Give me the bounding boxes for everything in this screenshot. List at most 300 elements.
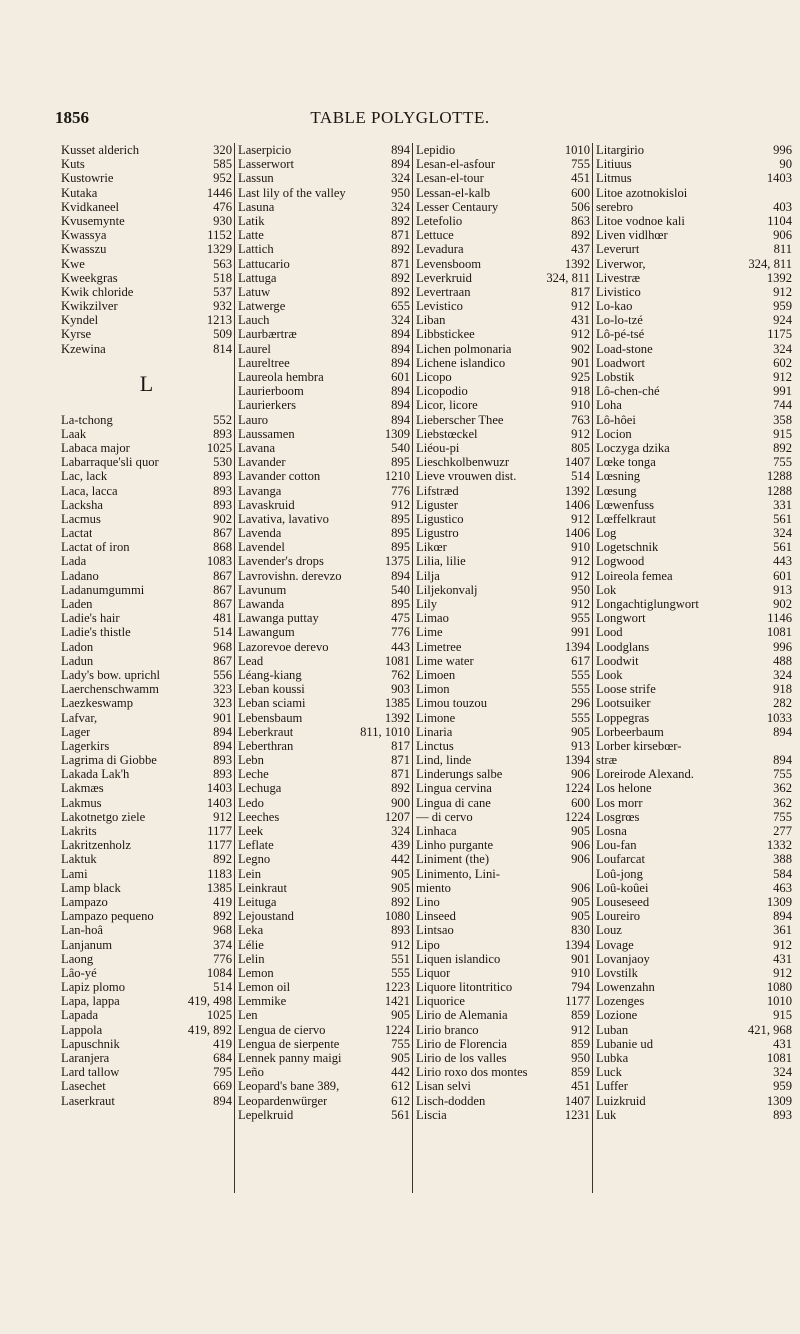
entry-page-ref: 905 [391, 1008, 410, 1023]
entry-term: Ladano [61, 568, 99, 583]
entry-term: Lapa, lappa [61, 994, 120, 1009]
index-entry [416, 469, 590, 483]
index-entry [61, 285, 232, 299]
index-entry [61, 696, 232, 710]
entry-term: Lamp black [61, 880, 121, 895]
entry-page-ref: 814 [213, 341, 232, 356]
index-entry [238, 299, 410, 313]
index-entry [596, 1079, 792, 1093]
index-entry [61, 455, 232, 469]
entry-term: Litargirio [596, 143, 645, 157]
entry-page-ref: 282 [773, 696, 792, 711]
index-entry [238, 753, 410, 767]
index-entry [61, 994, 232, 1008]
entry-page-ref: 1385 [384, 696, 410, 711]
index-entry [596, 1023, 792, 1037]
entry-term: Lechuga [238, 781, 282, 796]
entry-term: Lieschkolbenwuzr [416, 455, 510, 470]
index-entry [596, 725, 792, 739]
index-entry [61, 186, 232, 200]
entry-term: Lengua de sierpente [238, 1036, 340, 1051]
index-entry [596, 668, 792, 682]
entry-page-ref: 892 [391, 894, 410, 909]
entry-page-ref: 906 [571, 838, 590, 853]
entry-page-ref: 1403 [766, 171, 792, 186]
entry-page-ref: 892 [391, 270, 410, 285]
entry-page-ref: 561 [391, 1107, 410, 1122]
entry-page-ref: 419 [213, 1036, 232, 1051]
index-entry [238, 498, 410, 512]
entry-term: Libbstickee [416, 327, 475, 342]
entry-page-ref: 902 [213, 511, 232, 526]
entry-page-ref: 894 [773, 753, 792, 768]
entry-page-ref: 892 [391, 213, 410, 228]
index-entry [238, 441, 410, 455]
entry-page-ref: 324 [391, 313, 410, 328]
entry-term: Lasserwort [238, 157, 294, 172]
index-entry [596, 526, 792, 540]
entry-term: Lazorevoe derevo [238, 639, 329, 654]
entry-page-ref: 451 [571, 1079, 590, 1094]
entry-page-ref: 563 [213, 256, 232, 271]
entry-page-ref: 912 [773, 965, 792, 980]
entry-page-ref: 859 [571, 1065, 590, 1080]
entry-term: Lavunum [238, 582, 287, 597]
entry-term: Kuts [61, 157, 85, 172]
entry-page-ref: 1010 [564, 143, 590, 157]
entry-term: Lesan-el-asfour [416, 157, 496, 172]
entry-page-ref: 1177 [207, 824, 232, 839]
index-entry [596, 625, 792, 639]
index-entry [61, 342, 232, 356]
entry-page-ref: 900 [391, 795, 410, 810]
entry-page-ref: 601 [773, 568, 792, 583]
entry-term: Leverurt [596, 242, 640, 257]
entry-page-ref: 912 [571, 511, 590, 526]
index-entry [416, 1051, 590, 1065]
entry-page-ref: 442 [391, 852, 410, 867]
entry-term: Kyndel [61, 313, 99, 328]
entry-term: Levensboom [416, 256, 482, 271]
entry-page-ref: 419, 892 [187, 1022, 232, 1037]
entry-term: Laerchenschwamm [61, 682, 159, 697]
index-entry [238, 214, 410, 228]
index-entry [416, 1065, 590, 1079]
entry-term: Lattich [238, 242, 274, 257]
entry-page-ref: 488 [773, 653, 792, 668]
entry-term: Lapuschnik [61, 1036, 120, 1051]
entry-term: Lasuna [238, 199, 275, 214]
entry-term: Laktuk [61, 852, 97, 867]
index-entry [238, 682, 410, 696]
entry-page-ref: 551 [391, 951, 410, 966]
entry-term: Liquorice [416, 994, 465, 1009]
index-entry [238, 980, 410, 994]
entry-term: Last lily of the valley [238, 185, 346, 200]
entry-page-ref: 1407 [564, 455, 590, 470]
entry-page-ref: 906 [571, 767, 590, 782]
entry-page-ref: 431 [773, 951, 792, 966]
entry-term: Laranjera [61, 1051, 110, 1066]
index-entry [61, 327, 232, 341]
entry-page-ref: 540 [391, 440, 410, 455]
entry-term: Kustowrie [61, 171, 114, 186]
entry-page-ref: 1446 [206, 185, 232, 200]
index-entry [61, 427, 232, 441]
entry-term: Lac, lack [61, 469, 108, 484]
entry-term: Liban [416, 313, 446, 328]
entry-term: Lakrits [61, 824, 97, 839]
entry-page-ref: 892 [571, 228, 590, 243]
entry-page-ref: 324 [391, 171, 410, 186]
entry-term: Lan-hoâ [61, 923, 103, 938]
index-entry [596, 1108, 792, 1122]
entry-term: Lassun [238, 171, 274, 186]
entry-term: Leberthran [238, 738, 294, 753]
entry-term: Lavaskruid [238, 497, 295, 512]
entry-term: Kyrse [61, 327, 92, 342]
index-entry [238, 923, 410, 937]
index-entry [238, 1108, 410, 1122]
index-entry [238, 611, 410, 625]
entry-term: Lœsung [596, 483, 637, 498]
index-entry [416, 796, 590, 810]
entry-term: Kwe [61, 256, 85, 271]
entry-page-ref: 892 [391, 242, 410, 257]
entry-term: Lilja [416, 568, 440, 583]
entry-page-ref: 1403 [206, 781, 232, 796]
entry-page-ref: 918 [571, 384, 590, 399]
entry-page-ref: 915 [773, 1008, 792, 1023]
entry-page-ref: 561 [773, 540, 792, 555]
index-entry [416, 512, 590, 526]
index-entry [238, 313, 410, 327]
index-entry [596, 1065, 792, 1079]
entry-page-ref: 894 [391, 384, 410, 399]
entry-page-ref: 1223 [384, 980, 410, 995]
entry-term: Liebstœckel [416, 426, 478, 441]
index-entry [416, 909, 590, 923]
index-entry [416, 966, 590, 980]
entry-term: Lactat of iron [61, 540, 130, 555]
index-entry [596, 867, 792, 881]
entry-page-ref: 374 [213, 937, 232, 952]
entry-page-ref: 830 [571, 923, 590, 938]
entry-page-ref: 871 [391, 767, 410, 782]
index-entry [238, 966, 410, 980]
entry-page-ref: 1010 [766, 994, 792, 1009]
entry-page-ref: 893 [773, 1107, 792, 1122]
entry-page-ref: 867 [213, 597, 232, 612]
entry-page-ref: 913 [571, 738, 590, 753]
entry-term: Lawanda [238, 597, 285, 611]
entry-page-ref: 901 [571, 951, 590, 966]
entry-term: Lou-fan [596, 838, 637, 853]
entry-page-ref: 555 [571, 682, 590, 697]
index-entry [238, 824, 410, 838]
index-entry [238, 228, 410, 242]
index-entry [596, 569, 792, 583]
entry-page-ref: 894 [391, 143, 410, 157]
index-entry [61, 171, 232, 185]
entry-term: Leverkruid [416, 270, 472, 285]
entry-page-ref: 893 [213, 497, 232, 512]
entry-term: Leban koussi [238, 682, 305, 697]
entry-term: Lemon oil [238, 980, 291, 995]
index-entry [238, 554, 410, 568]
entry-page-ref: 863 [571, 213, 590, 228]
entry-term: Lasechet [61, 1079, 106, 1094]
entry-page-ref: 950 [571, 582, 590, 597]
index-entry [61, 554, 232, 568]
index-entry [596, 1094, 792, 1108]
entry-page-ref: 388 [773, 852, 792, 867]
index-entry [596, 923, 792, 937]
entry-page-ref: 1406 [564, 497, 590, 512]
index-entry [596, 838, 792, 852]
entry-term: Lattuga [238, 270, 277, 285]
entry-term: Lettuce [416, 228, 454, 243]
entry-page-ref: 892 [213, 909, 232, 924]
entry-page-ref: 1394 [564, 753, 590, 768]
entry-term: Lipo [416, 937, 440, 952]
page-header [55, 108, 745, 132]
entry-term: Lami [61, 866, 88, 881]
index-entry [416, 696, 590, 710]
index-entry [596, 881, 792, 895]
entry-term: Lejoustand [238, 909, 294, 924]
entry-term: Litoe vodnoe kali [596, 213, 685, 228]
entry-page-ref: 1329 [206, 242, 232, 257]
entry-term: Laserpicio [238, 143, 292, 157]
entry-page-ref: 894 [391, 327, 410, 342]
entry-page-ref: 905 [391, 1051, 410, 1065]
entry-term: Laak [61, 426, 87, 441]
entry-term: Lavender's drops [238, 554, 324, 569]
entry-page-ref: 323 [213, 682, 232, 697]
entry-term: Lok [596, 582, 617, 597]
entry-page-ref: 925 [571, 370, 590, 384]
index-entry [596, 157, 792, 171]
entry-term: Locion [596, 426, 632, 441]
index-entry [238, 157, 410, 171]
entry-term: Lagerkirs [61, 738, 110, 753]
entry-page-ref: 893 [213, 753, 232, 768]
entry-term: Lirio roxo dos montes [416, 1065, 528, 1080]
entry-term: Limone [416, 710, 456, 725]
entry-page-ref: 324 [391, 199, 410, 214]
entry-term: Lirio de los valles [416, 1051, 507, 1065]
page-number: 1856 [55, 108, 89, 127]
index-entry [596, 398, 792, 412]
index-entry [596, 228, 792, 242]
entry-page-ref: 324 [773, 341, 792, 356]
entry-page-ref: 776 [391, 625, 410, 640]
index-entry [61, 838, 232, 852]
index-entry [416, 569, 590, 583]
index-entry [416, 867, 590, 881]
entry-page-ref: 932 [213, 299, 232, 314]
entry-page-ref: 1231 [564, 1107, 590, 1122]
entry-page-ref: 867 [213, 582, 232, 597]
index-entry [416, 342, 590, 356]
entry-term: Lieberscher Thee [416, 412, 504, 427]
entry-term: miento [416, 880, 451, 895]
entry-term: Loose strife [596, 682, 656, 697]
index-entry [596, 583, 792, 597]
index-entry [416, 711, 590, 725]
entry-term: Lozione [596, 1008, 638, 1023]
index-entry [416, 427, 590, 441]
entry-term: Laezkeswamp [61, 696, 134, 711]
index-entry [61, 980, 232, 994]
index-entry [596, 441, 792, 455]
entry-term: Liquen islandico [416, 951, 501, 966]
index-entry [61, 895, 232, 909]
index-entry [596, 342, 792, 356]
entry-term: Losgrœs [596, 809, 640, 824]
index-columns [58, 143, 794, 1193]
index-entry [61, 753, 232, 767]
index-entry [596, 384, 792, 398]
index-entry [61, 867, 232, 881]
entry-page-ref: 1152 [207, 228, 232, 243]
entry-term: Leinkraut [238, 880, 287, 895]
index-entry [61, 625, 232, 639]
index-column-2 [234, 143, 412, 1193]
entry-term: Leban sciami [238, 696, 306, 711]
entry-page-ref: 905 [571, 824, 590, 838]
entry-page-ref: 584 [773, 866, 792, 881]
index-entry [416, 810, 590, 824]
index-entry [61, 498, 232, 512]
entry-page-ref: 913 [773, 582, 792, 597]
index-entry [61, 952, 232, 966]
entry-term: Lingua cervina [416, 781, 492, 796]
entry-term: Lakotnetgo ziele [61, 809, 146, 824]
entry-term: Loreirode Alexand. [596, 767, 694, 782]
index-entry [238, 625, 410, 639]
index-entry [416, 781, 590, 795]
index-entry [416, 271, 590, 285]
entry-term: Lampazo [61, 894, 108, 909]
entry-page-ref: 358 [773, 412, 792, 427]
index-entry [61, 1023, 232, 1037]
index-entry [238, 696, 410, 710]
index-entry [61, 852, 232, 866]
entry-term: Lavander [238, 455, 286, 470]
entry-page-ref: 684 [213, 1051, 232, 1066]
entry-term: Log [596, 526, 617, 541]
entry-term: Ladon [61, 639, 94, 654]
entry-page-ref: 421, 968 [747, 1022, 792, 1037]
entry-term: Logetschnik [596, 540, 659, 555]
entry-page-ref: 894 [213, 1093, 232, 1108]
entry-term: Laurierkers [238, 398, 297, 413]
entry-term: Leño [238, 1065, 264, 1080]
index-entry [416, 242, 590, 256]
entry-page-ref: 451 [571, 171, 590, 186]
entry-term: Leek [238, 824, 264, 838]
entry-page-ref: 902 [571, 341, 590, 356]
entry-term: Liéou-pi [416, 440, 460, 455]
index-entry [416, 200, 590, 214]
entry-page-ref: 506 [571, 199, 590, 214]
entry-page-ref: 895 [391, 526, 410, 541]
entry-term: Laurbærtræ [238, 327, 297, 342]
index-entry [596, 952, 792, 966]
entry-term: Linhaca [416, 824, 457, 838]
entry-term: Lovanjaoy [596, 951, 650, 966]
entry-page-ref: 895 [391, 511, 410, 526]
entry-term: Latik [238, 213, 265, 228]
entry-term: — di cervo [416, 809, 473, 824]
entry-term: Kweekgras [61, 270, 118, 285]
entry-term: Leberkraut [238, 724, 294, 739]
index-entry [596, 484, 792, 498]
entry-term: Linseed [416, 909, 456, 924]
entry-page-ref: 443 [391, 639, 410, 654]
index-entry [238, 242, 410, 256]
entry-term: Loireola femea [596, 568, 673, 583]
index-entry [238, 597, 410, 611]
index-entry [238, 781, 410, 795]
entry-term: Kvusemynte [61, 213, 125, 228]
entry-term: Laserkraut [61, 1093, 115, 1108]
entry-term: Leopardenwürger [238, 1093, 328, 1108]
entry-term: Lichen polmonaria [416, 341, 512, 356]
entry-page-ref: 893 [213, 469, 232, 484]
entry-term: Lebn [238, 753, 264, 768]
entry-page-ref: 901 [213, 710, 232, 725]
entry-page-ref: 894 [391, 398, 410, 413]
entry-page-ref: 324 [391, 824, 410, 838]
index-entry [61, 299, 232, 313]
index-entry [596, 696, 792, 710]
entry-page-ref: 1104 [767, 213, 792, 228]
entry-term: Kusset alderich [61, 143, 139, 157]
entry-term: Lavander cotton [238, 469, 321, 484]
entry-page-ref: 871 [391, 753, 410, 768]
entry-page-ref: 1421 [384, 994, 410, 1009]
index-entry [596, 171, 792, 185]
index-entry [596, 611, 792, 625]
entry-page-ref: 912 [773, 284, 792, 299]
entry-term: Liscia [416, 1107, 447, 1122]
entry-page-ref: 894 [773, 724, 792, 739]
index-entry [596, 370, 792, 384]
entry-page-ref: 910 [571, 965, 590, 980]
entry-page-ref: 912 [571, 597, 590, 611]
entry-term: Longwort [596, 611, 646, 626]
entry-page-ref: 555 [391, 965, 410, 980]
index-entry [416, 980, 590, 994]
index-entry [596, 413, 792, 427]
index-entry [61, 228, 232, 242]
index-entry [238, 484, 410, 498]
entry-page-ref: 893 [391, 923, 410, 938]
entry-term: Losna [596, 824, 627, 838]
entry-page-ref: 996 [773, 143, 792, 157]
entry-term: Kwik chloride [61, 284, 134, 299]
entry-term: Loodwit [596, 653, 639, 668]
entry-page-ref: 950 [391, 185, 410, 200]
entry-term: Luban [596, 1022, 629, 1037]
entry-term: Loû-koûei [596, 880, 649, 895]
index-entry [61, 540, 232, 554]
entry-page-ref: 871 [391, 228, 410, 243]
index-entry [61, 938, 232, 952]
